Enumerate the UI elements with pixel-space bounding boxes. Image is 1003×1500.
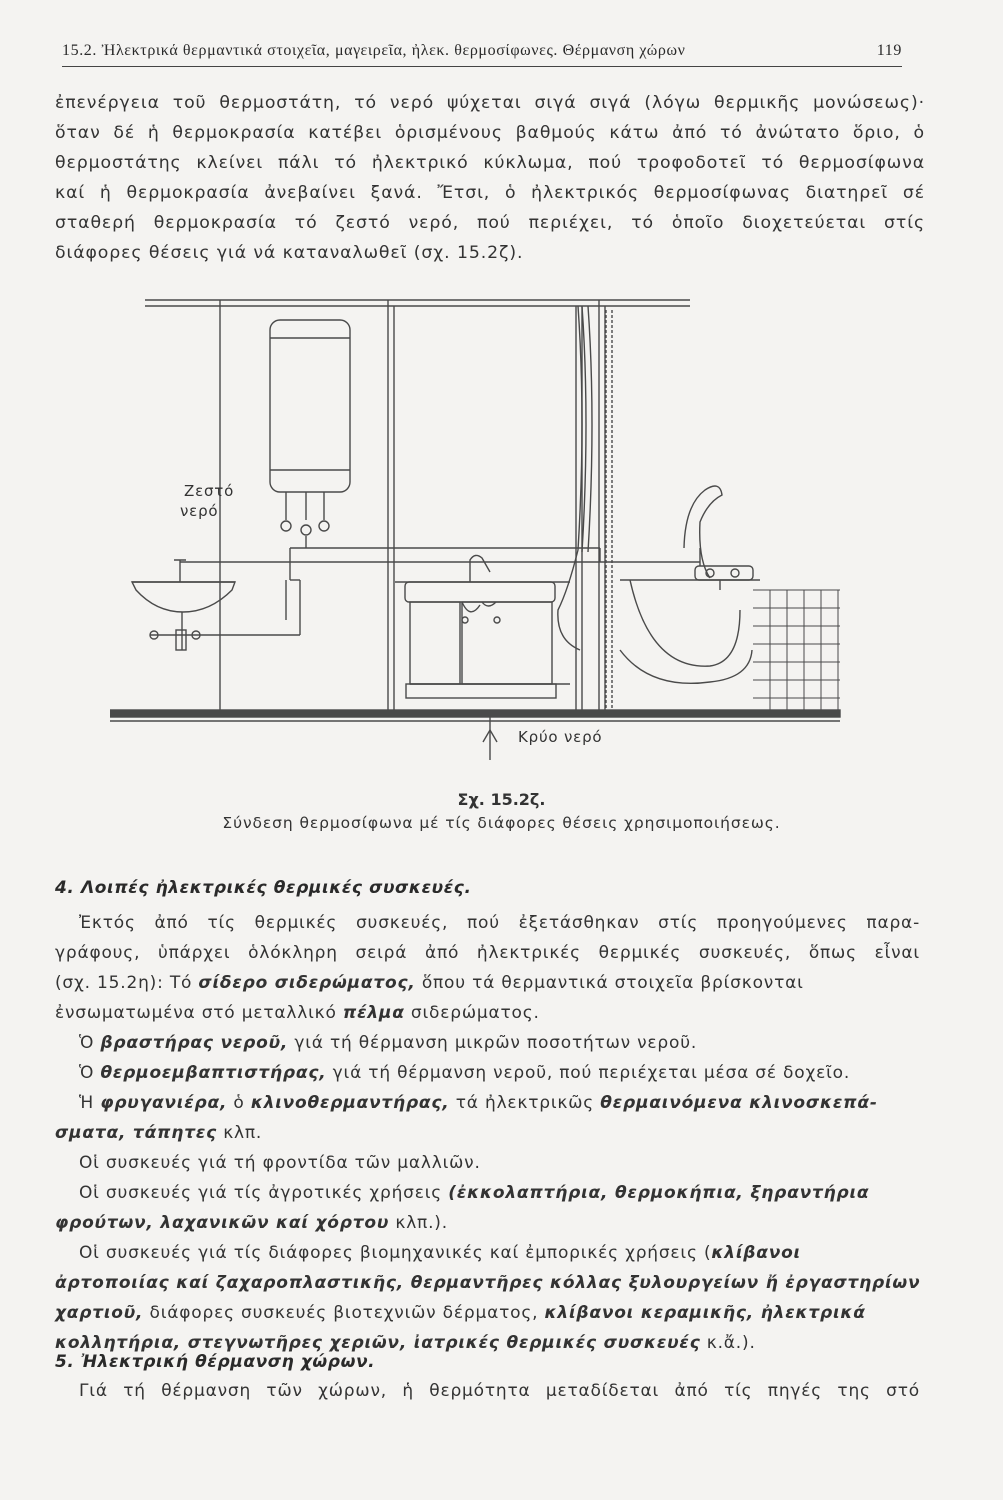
text-line: θερμοστάτης κλείνει πάλι τό ἠλεκτρικό κύκλωμα, πού τροφοδοτεῖ τό θερμοσίφωνα bbox=[55, 153, 925, 173]
text-line: (σχ. 15.2η): Τό σίδερο σιδερώματος, ὅπου τά θερμαντικά στοιχεῖα βρίσκονται bbox=[55, 973, 804, 993]
header-section-title: 15.2. Ἠλεκτρικά θερμαντικά στοιχεῖα, μαγειρεῖα, ἠλεκ. θερμοσίφωνες. Θέρμανση χώρων bbox=[62, 42, 686, 59]
section5-body bbox=[55, 1376, 920, 1406]
figure-number: Σχ. 15.2ζ. bbox=[457, 790, 546, 809]
text-line: φρούτων, λαχανικῶν καί χόρτου κλπ.). bbox=[55, 1213, 448, 1233]
page-number: 119 bbox=[876, 42, 902, 59]
text-line: σταθερή θερμοκρασία τό ζεστό νερό, πού περιέχει, τό ὁποῖο διοχετεύεται στίς bbox=[55, 213, 925, 233]
text-line: χαρτιοῦ, διάφορες συσκευές βιοτεχνιῶν δέρματος, κλίβανοι κεραμικῆς, ἠλεκτρικά bbox=[55, 1303, 866, 1323]
intro-paragraph bbox=[55, 88, 925, 268]
text-line: Ὁ θερμοεμβαπτιστήρας, γιά τή θέρμανση νεροῦ, πού περιέχεται μέσα σέ δοχεῖο. bbox=[79, 1063, 851, 1083]
cold-water-label: Κρύο νερό bbox=[518, 728, 603, 746]
running-header bbox=[62, 38, 902, 67]
section-heading: 4. Λοιπές ἠλεκτρικές θερμικές συσκευές. bbox=[55, 878, 472, 898]
hot-water-label: Ζεστό bbox=[184, 482, 235, 500]
text-line: καί ἡ θερμοκρασία ἀνεβαίνει ξανά. Ἔτσι, ὁ ἠλεκτρικός θερμοσίφωνας διατηρεῖ σέ bbox=[55, 183, 925, 203]
text-line: Οἱ συσκευές γιά τίς διάφορες βιομηχανικές καί ἐμπορικές χρήσεις (κλίβανοι bbox=[79, 1243, 801, 1263]
text-line: ἀρτοποιίας καί ζαχαροπλαστικῆς, θερμαντῆρες κόλλας ξυλουργείων ἤ ἐργαστηρίων bbox=[55, 1273, 921, 1293]
text-line: διάφορες θέσεις γιά νά καταναλωθεῖ (σχ. 15.2ζ). bbox=[55, 243, 524, 263]
text-line: Ὁ βραστήρας νεροῦ, γιά τή θέρμανση μικρῶν ποσοτήτων νεροῦ. bbox=[79, 1033, 698, 1053]
text-line: σματα, τάπητες κλπ. bbox=[55, 1123, 263, 1143]
text-line: Οἱ συσκευές γιά τίς ἀγροτικές χρήσεις (ἐκκολαπτήρια, θερμοκήπια, ξηραντήρια bbox=[79, 1183, 870, 1203]
text-line: Ἡ φρυγανιέρα, ὁ κλινοθερμαντήρας, τά ἠλεκτρικῶς θερμαινόμενα κλινοσκεπά- bbox=[79, 1093, 878, 1113]
text-line: γράφους, ὑπάρχει ὁλόκληρη σειρά ἀπό ἠλεκτρικές θερμικές συσκευές, ὅπως εἶναι bbox=[55, 943, 920, 963]
plumbing-diagram bbox=[110, 290, 910, 760]
section-heading: 5. Ἠλεκτρική θέρμανση χώρων. bbox=[55, 1352, 376, 1372]
text-line: ὅταν δέ ἡ θερμοκρασία κατέβει ὁρισμένους βαθμούς κάτω ἀπό τό ἀνώτατο ὅριο, ὁ bbox=[55, 123, 925, 143]
text-line: Ἐκτός ἀπό τίς θερμικές συσκευές, πού ἐξετάσθηκαν στίς προηγούμενες παρα- bbox=[79, 913, 920, 933]
section4-body bbox=[55, 908, 920, 1358]
figure-caption: Σύνδεση θερμοσίφωνα μέ τίς διάφορες θέσεις χρησιμοποιήσεως. bbox=[222, 814, 781, 832]
plumbing-diagram-drawing bbox=[110, 290, 910, 760]
text-line: κολλητήρια, στεγνωτῆρες χεριῶν, ἰατρικές θερμικές συσκευές κ.ἄ.). bbox=[55, 1333, 756, 1353]
text-line: ἐπενέργεια τοῦ θερμοστάτη, τό νερό ψύχεται σιγά σιγά (λόγω θερμικῆς μονώσεως)· bbox=[55, 93, 925, 113]
text-line: ἐνσωματωμένα στό μεταλλικό πέλμα σιδερώματος. bbox=[55, 1003, 540, 1023]
text-line: Γιά τή θέρμανση τῶν χώρων, ἡ θερμότητα μεταδίδεται ἀπό τίς πηγές της στό bbox=[79, 1381, 920, 1401]
text-line: Οἱ συσκευές γιά τή φροντίδα τῶν μαλλιῶν. bbox=[79, 1153, 481, 1173]
hot-water-label: νερό bbox=[180, 502, 219, 520]
